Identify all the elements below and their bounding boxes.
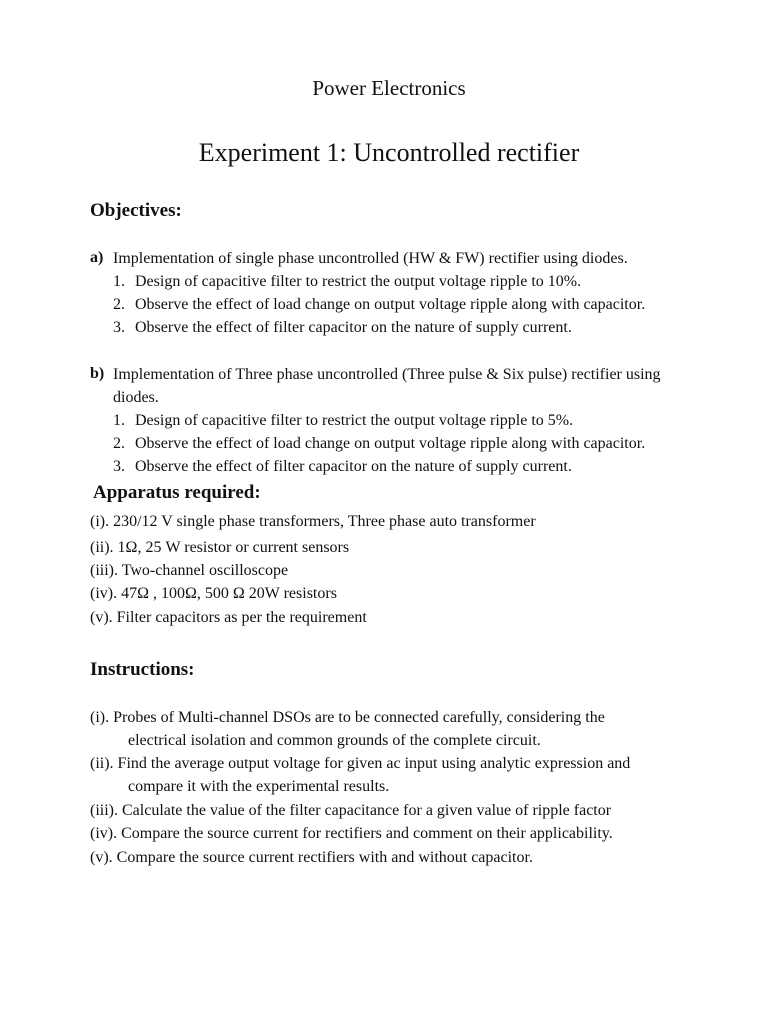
objective-b-item (113, 411, 573, 431)
item-number: 2. (113, 435, 125, 452)
item-text: Design of capacitive filter to restrict the output voltage ripple to 5%. (135, 412, 574, 429)
objective-a-label: a) (90, 249, 104, 266)
experiment-title: Experiment 1: Uncontrolled rectifier (198, 138, 580, 167)
objective-b-item (113, 434, 645, 454)
objective-b-text-line1: Implementation of Three phase uncontrolled (Three pulse & Six pulse) rectifier using (113, 366, 661, 383)
item-number: 3. (113, 458, 125, 475)
course-title: Power Electronics (312, 76, 466, 100)
apparatus-heading: Apparatus required: (93, 482, 261, 503)
apparatus-item: (iii). Two-channel oscilloscope (90, 562, 289, 579)
item-number: 2. (113, 296, 125, 313)
item-text: Design of capacitive filter to restrict the output voltage ripple to 10%. (135, 273, 582, 290)
objective-a-item (113, 272, 581, 292)
instruction-item-continuation: compare it with the experimental results. (128, 778, 390, 795)
instruction-item: (v). Compare the source current rectifiers with and without capacitor. (90, 849, 533, 866)
item-text: Observe the effect of filter capacitor on the nature of supply current. (135, 319, 572, 336)
objective-a-item (113, 318, 572, 338)
instruction-item-continuation: electrical isolation and common grounds of the complete circuit. (128, 732, 541, 749)
apparatus-item: (ii). 1Ω, 25 W resistor or current sensors (90, 539, 350, 556)
instruction-item: (ii). Find the average output voltage for given ac input using analytic expression and (90, 755, 631, 772)
objective-a-text: Implementation of single phase uncontrolled (HW & FW) rectifier using diodes. (113, 250, 628, 267)
objective-b-item (113, 457, 572, 477)
item-number: 1. (113, 273, 125, 290)
apparatus-item: (v). Filter capacitors as per the requirement (90, 609, 367, 626)
instruction-item: (iv). Compare the source current for rectifiers and comment on their applicability. (90, 825, 613, 842)
objective-a-item (113, 295, 645, 315)
objectives-heading: Objectives: (90, 200, 182, 221)
instruction-item: (iii). Calculate the value of the filter capacitance for a given value of ripple factor (90, 802, 612, 819)
objective-b-label: b) (90, 365, 105, 382)
item-text: Observe the effect of load change on output voltage ripple along with capacitor. (135, 296, 646, 313)
item-number: 3. (113, 319, 125, 336)
item-text: Observe the effect of filter capacitor on the nature of supply current. (135, 458, 572, 475)
instruction-item: (i). Probes of Multi-channel DSOs are to be connected carefully, considering the (90, 709, 605, 726)
instructions-heading: Instructions: (90, 659, 195, 680)
apparatus-item: (iv). 47Ω , 100Ω, 500 Ω 20W resistors (90, 585, 337, 602)
item-text: Observe the effect of load change on output voltage ripple along with capacitor. (135, 435, 646, 452)
objective-b-text-line2: diodes. (113, 389, 159, 406)
item-number: 1. (113, 412, 125, 429)
apparatus-item: (i). 230/12 V single phase transformers, Three phase auto transformer (90, 513, 536, 530)
